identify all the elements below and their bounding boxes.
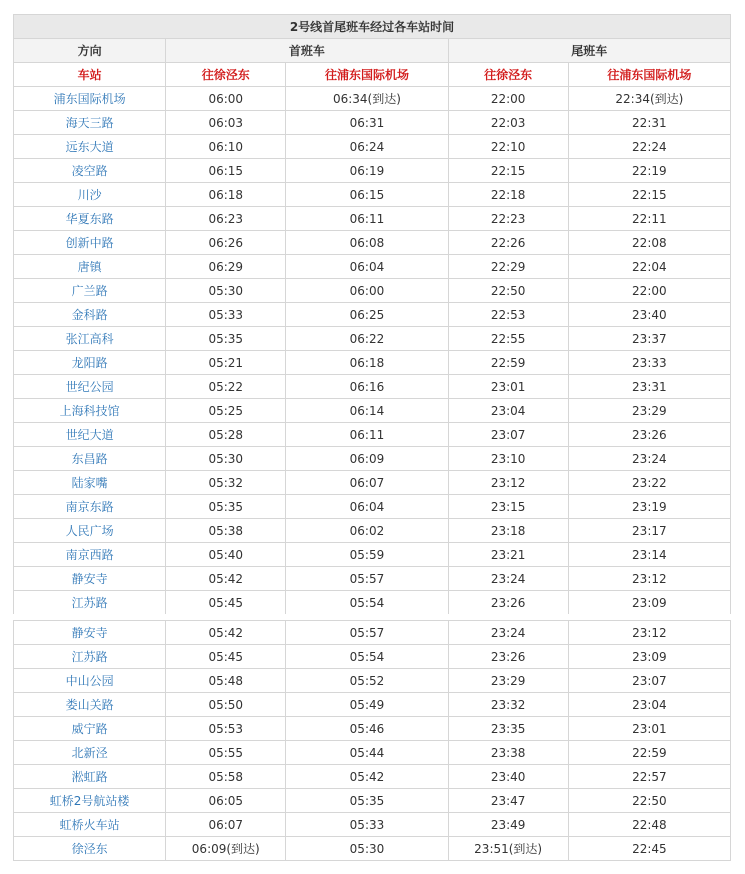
time-cell: 06:05: [166, 789, 286, 813]
time-cell: 05:54: [286, 591, 448, 615]
table-row: [14, 375, 731, 399]
time-cell: 06:19: [286, 159, 448, 183]
table-row: [14, 567, 731, 591]
time-cell: 23:01: [568, 717, 730, 741]
time-cell: 05:33: [166, 303, 286, 327]
station-name: 静安寺: [14, 621, 166, 645]
time-cell: 23:04: [448, 399, 568, 423]
time-cell: 05:35: [166, 495, 286, 519]
time-cell: 06:18: [286, 351, 448, 375]
time-cell: 23:38: [448, 741, 568, 765]
table-row: [14, 789, 731, 813]
time-cell: 23:15: [448, 495, 568, 519]
station-name: 凌空路: [14, 159, 166, 183]
station-name: 创新中路: [14, 231, 166, 255]
time-cell: 22:53: [448, 303, 568, 327]
time-cell: 23:21: [448, 543, 568, 567]
time-cell: 23:19: [568, 495, 730, 519]
time-cell: 22:48: [568, 813, 730, 837]
table-row: [14, 399, 731, 423]
time-cell: 06:02: [286, 519, 448, 543]
station-name: 淞虹路: [14, 765, 166, 789]
time-cell: 06:26: [166, 231, 286, 255]
time-cell: 05:48: [166, 669, 286, 693]
table-row: [14, 621, 731, 645]
time-cell: 06:10: [166, 135, 286, 159]
time-cell: 22:50: [568, 789, 730, 813]
time-cell: 05:52: [286, 669, 448, 693]
schedule-table-top: [13, 14, 731, 614]
table-row: [14, 159, 731, 183]
station-name: 人民广场: [14, 519, 166, 543]
time-cell: 23:33: [568, 351, 730, 375]
time-cell: 22:34(到达): [568, 87, 730, 111]
time-cell: 06:09(到达): [166, 837, 286, 861]
time-cell: 05:35: [166, 327, 286, 351]
time-cell: 05:42: [166, 621, 286, 645]
station-name: 东昌路: [14, 447, 166, 471]
table-row: [14, 741, 731, 765]
direction-header: 方向: [14, 39, 166, 63]
time-cell: 05:22: [166, 375, 286, 399]
station-name: 川沙: [14, 183, 166, 207]
first-train-header: 首班车: [166, 39, 448, 63]
last-train-header: 尾班车: [448, 39, 730, 63]
time-cell: 05:44: [286, 741, 448, 765]
time-cell: 22:50: [448, 279, 568, 303]
station-name: 威宁路: [14, 717, 166, 741]
table-row: [14, 837, 731, 861]
station-name: 海天三路: [14, 111, 166, 135]
time-cell: 23:12: [568, 621, 730, 645]
time-cell: 23:07: [448, 423, 568, 447]
time-cell: 06:00: [286, 279, 448, 303]
time-cell: 05:42: [286, 765, 448, 789]
time-cell: 05:30: [286, 837, 448, 861]
table-row: [14, 279, 731, 303]
table-row: [14, 207, 731, 231]
time-cell: 05:35: [286, 789, 448, 813]
station-name: 江苏路: [14, 645, 166, 669]
time-cell: 06:07: [286, 471, 448, 495]
table-row: [14, 423, 731, 447]
time-cell: 05:54: [286, 645, 448, 669]
time-cell: 06:07: [166, 813, 286, 837]
time-cell: 05:45: [166, 591, 286, 615]
table-row: [14, 87, 731, 111]
time-cell: 06:09: [286, 447, 448, 471]
time-cell: 23:35: [448, 717, 568, 741]
station-name: 华夏东路: [14, 207, 166, 231]
station-name: 龙阳路: [14, 351, 166, 375]
time-cell: 22:55: [448, 327, 568, 351]
time-cell: 05:25: [166, 399, 286, 423]
time-cell: 06:11: [286, 207, 448, 231]
table-row: [14, 327, 731, 351]
station-name: 金科路: [14, 303, 166, 327]
time-cell: 23:49: [448, 813, 568, 837]
time-cell: 05:46: [286, 717, 448, 741]
time-cell: 22:11: [568, 207, 730, 231]
column-header-first-to-airport: 往浦东国际机场: [286, 63, 448, 87]
table-row: [14, 543, 731, 567]
time-cell: 05:58: [166, 765, 286, 789]
station-name: 广兰路: [14, 279, 166, 303]
station-name: 静安寺: [14, 567, 166, 591]
time-cell: 22:59: [448, 351, 568, 375]
table-row: [14, 231, 731, 255]
table-row: [14, 519, 731, 543]
time-cell: 05:50: [166, 693, 286, 717]
time-cell: 22:04: [568, 255, 730, 279]
column-header-station: 车站: [14, 63, 166, 87]
time-cell: 22:10: [448, 135, 568, 159]
time-cell: 06:24: [286, 135, 448, 159]
time-cell: 05:33: [286, 813, 448, 837]
table-row: [14, 135, 731, 159]
time-cell: 06:00: [166, 87, 286, 111]
time-cell: 05:42: [166, 567, 286, 591]
time-cell: 22:15: [448, 159, 568, 183]
station-name: 南京西路: [14, 543, 166, 567]
time-cell: 23:17: [568, 519, 730, 543]
time-cell: 05:57: [286, 621, 448, 645]
time-cell: 06:16: [286, 375, 448, 399]
table-row: [14, 303, 731, 327]
time-cell: 22:45: [568, 837, 730, 861]
time-cell: 05:30: [166, 279, 286, 303]
time-cell: 06:04: [286, 255, 448, 279]
time-cell: 22:00: [448, 87, 568, 111]
time-cell: 23:24: [448, 567, 568, 591]
time-cell: 06:03: [166, 111, 286, 135]
time-cell: 22:26: [448, 231, 568, 255]
time-cell: 05:53: [166, 717, 286, 741]
time-cell: 05:21: [166, 351, 286, 375]
time-cell: 23:09: [568, 645, 730, 669]
table-row: [14, 717, 731, 741]
station-name: 中山公园: [14, 669, 166, 693]
table-row: [14, 447, 731, 471]
time-cell: 23:51(到达): [448, 837, 568, 861]
time-cell: 23:12: [568, 567, 730, 591]
time-cell: 05:38: [166, 519, 286, 543]
time-cell: 05:40: [166, 543, 286, 567]
time-cell: 22:19: [568, 159, 730, 183]
schedule-table-bottom: [13, 620, 731, 861]
time-cell: 23:22: [568, 471, 730, 495]
station-name: 世纪公园: [14, 375, 166, 399]
time-cell: 23:10: [448, 447, 568, 471]
table-row: [14, 813, 731, 837]
table-row: [14, 693, 731, 717]
time-cell: 06:04: [286, 495, 448, 519]
time-cell: 05:45: [166, 645, 286, 669]
column-header-last-to-airport: 往浦东国际机场: [568, 63, 730, 87]
time-cell: 22:23: [448, 207, 568, 231]
table-row: [14, 591, 731, 615]
station-name: 南京东路: [14, 495, 166, 519]
time-cell: 23:24: [568, 447, 730, 471]
station-name: 虹桥2号航站楼: [14, 789, 166, 813]
table-row: [14, 669, 731, 693]
time-cell: 06:14: [286, 399, 448, 423]
time-cell: 06:08: [286, 231, 448, 255]
time-cell: 06:15: [286, 183, 448, 207]
time-cell: 22:24: [568, 135, 730, 159]
time-cell: 05:49: [286, 693, 448, 717]
time-cell: 06:31: [286, 111, 448, 135]
station-name: 江苏路: [14, 591, 166, 615]
time-cell: 23:40: [448, 765, 568, 789]
time-cell: 23:32: [448, 693, 568, 717]
table-row: [14, 471, 731, 495]
column-header-last-to-xujingdong: 往徐泾东: [448, 63, 568, 87]
time-cell: 23:31: [568, 375, 730, 399]
station-name: 上海科技馆: [14, 399, 166, 423]
station-name: 世纪大道: [14, 423, 166, 447]
time-cell: 23:37: [568, 327, 730, 351]
time-cell: 23:26: [448, 645, 568, 669]
table-row: [14, 351, 731, 375]
table-row: [14, 183, 731, 207]
time-cell: 06:29: [166, 255, 286, 279]
station-name: 唐镇: [14, 255, 166, 279]
table-row: [14, 765, 731, 789]
column-header-first-to-xujingdong: 往徐泾东: [166, 63, 286, 87]
time-cell: 23:12: [448, 471, 568, 495]
time-cell: 22:03: [448, 111, 568, 135]
time-cell: 06:34(到达): [286, 87, 448, 111]
table-row: [14, 255, 731, 279]
time-cell: 06:18: [166, 183, 286, 207]
table-row: [14, 645, 731, 669]
time-cell: 22:08: [568, 231, 730, 255]
time-cell: 23:24: [448, 621, 568, 645]
time-cell: 22:00: [568, 279, 730, 303]
time-cell: 23:40: [568, 303, 730, 327]
time-cell: 05:57: [286, 567, 448, 591]
station-name: 远东大道: [14, 135, 166, 159]
station-name: 陆家嘴: [14, 471, 166, 495]
time-cell: 06:23: [166, 207, 286, 231]
time-cell: 22:59: [568, 741, 730, 765]
time-cell: 23:07: [568, 669, 730, 693]
time-cell: 23:47: [448, 789, 568, 813]
time-cell: 05:30: [166, 447, 286, 471]
station-name: 浦东国际机场: [14, 87, 166, 111]
time-cell: 23:01: [448, 375, 568, 399]
time-cell: 06:11: [286, 423, 448, 447]
table-title: 2号线首尾班车经过各车站时间: [14, 15, 731, 39]
station-name: 娄山关路: [14, 693, 166, 717]
time-cell: 23:09: [568, 591, 730, 615]
time-cell: 23:18: [448, 519, 568, 543]
time-cell: 23:26: [568, 423, 730, 447]
time-cell: 22:29: [448, 255, 568, 279]
time-cell: 06:15: [166, 159, 286, 183]
time-cell: 05:32: [166, 471, 286, 495]
station-name: 北新泾: [14, 741, 166, 765]
table-row: [14, 495, 731, 519]
table-row: [14, 111, 731, 135]
time-cell: 06:22: [286, 327, 448, 351]
time-cell: 22:18: [448, 183, 568, 207]
time-cell: 23:04: [568, 693, 730, 717]
time-cell: 05:28: [166, 423, 286, 447]
time-cell: 06:25: [286, 303, 448, 327]
station-name: 徐泾东: [14, 837, 166, 861]
time-cell: 23:14: [568, 543, 730, 567]
time-cell: 22:57: [568, 765, 730, 789]
time-cell: 23:26: [448, 591, 568, 615]
time-cell: 22:31: [568, 111, 730, 135]
station-name: 虹桥火车站: [14, 813, 166, 837]
time-cell: 23:29: [448, 669, 568, 693]
time-cell: 23:29: [568, 399, 730, 423]
time-cell: 05:55: [166, 741, 286, 765]
time-cell: 05:59: [286, 543, 448, 567]
station-name: 张江高科: [14, 327, 166, 351]
time-cell: 22:15: [568, 183, 730, 207]
